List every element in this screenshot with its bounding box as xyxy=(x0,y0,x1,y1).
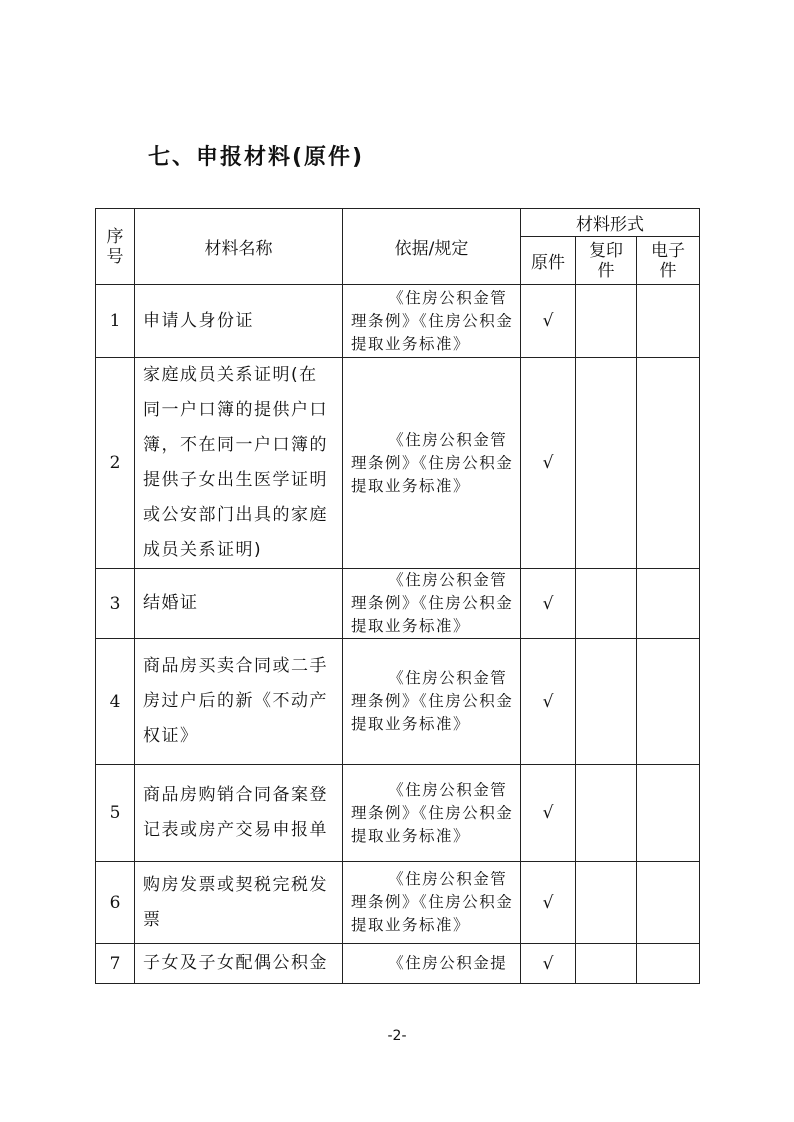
table-row xyxy=(96,639,700,765)
row-copy-cell xyxy=(576,765,637,862)
row-seq: 7 xyxy=(96,944,135,984)
row-material-name: 家庭成员关系证明(在同一户口簿的提供户口簿，不在同一户口簿的提供子女出生医学证明或公安部门出具的家庭成员关系证明) xyxy=(135,358,343,569)
header-form-group: 材料形式 xyxy=(521,209,700,237)
header-copy: 复印件 xyxy=(576,237,637,285)
row-basis: 《住房公积金提 xyxy=(343,944,521,984)
row-seq: 3 xyxy=(96,569,135,639)
row-electronic-cell xyxy=(637,358,700,569)
header-basis: 依据/规定 xyxy=(343,209,521,285)
header-original: 原件 xyxy=(521,237,576,285)
row-copy-cell xyxy=(576,358,637,569)
row-basis: 《住房公积金管理条例》《住房公积金提取业务标准》 xyxy=(343,862,521,944)
row-copy-cell xyxy=(576,944,637,984)
row-basis: 《住房公积金管理条例》《住房公积金提取业务标准》 xyxy=(343,358,521,569)
row-material-name: 申请人身份证 xyxy=(135,285,343,358)
row-copy-cell xyxy=(576,862,637,944)
row-original-check: √ xyxy=(521,569,576,639)
section-heading: 七、申报材料(原件) xyxy=(148,145,365,170)
table-row xyxy=(96,285,700,358)
header-material-name: 材料名称 xyxy=(135,209,343,285)
row-material-name: 商品房购销合同备案登记表或房产交易申报单 xyxy=(135,765,343,862)
row-original-check: √ xyxy=(521,358,576,569)
row-original-check: √ xyxy=(521,862,576,944)
row-electronic-cell xyxy=(637,765,700,862)
table-row xyxy=(96,569,700,639)
header-seq: 序号 xyxy=(96,209,135,285)
table-row xyxy=(96,862,700,944)
row-copy-cell xyxy=(576,569,637,639)
row-material-name: 商品房买卖合同或二手房过户后的新《不动产权证》 xyxy=(135,639,343,765)
materials-table xyxy=(95,208,700,984)
row-electronic-cell xyxy=(637,944,700,984)
row-original-check: √ xyxy=(521,765,576,862)
row-seq: 6 xyxy=(96,862,135,944)
row-seq: 5 xyxy=(96,765,135,862)
row-basis: 《住房公积金管理条例》《住房公积金提取业务标准》 xyxy=(343,765,521,862)
row-original-check: √ xyxy=(521,285,576,358)
row-basis: 《住房公积金管理条例》《住房公积金提取业务标准》 xyxy=(343,285,521,358)
row-electronic-cell xyxy=(637,862,700,944)
table-row xyxy=(96,358,700,569)
row-basis: 《住房公积金管理条例》《住房公积金提取业务标准》 xyxy=(343,639,521,765)
row-electronic-cell xyxy=(637,569,700,639)
row-original-check: √ xyxy=(521,944,576,984)
row-original-check: √ xyxy=(521,639,576,765)
row-copy-cell xyxy=(576,285,637,358)
row-seq: 4 xyxy=(96,639,135,765)
row-material-name: 结婚证 xyxy=(135,569,343,639)
row-electronic-cell xyxy=(637,285,700,358)
page-number: -2- xyxy=(387,1028,407,1044)
row-material-name: 子女及子女配偶公积金 xyxy=(135,944,343,984)
row-electronic-cell xyxy=(637,639,700,765)
row-copy-cell xyxy=(576,639,637,765)
row-seq: 1 xyxy=(96,285,135,358)
row-material-name: 购房发票或契税完税发票 xyxy=(135,862,343,944)
header-electronic: 电子件 xyxy=(637,237,700,285)
row-basis: 《住房公积金管理条例》《住房公积金提取业务标准》 xyxy=(343,569,521,639)
table-row xyxy=(96,944,700,984)
table-row xyxy=(96,765,700,862)
row-seq: 2 xyxy=(96,358,135,569)
